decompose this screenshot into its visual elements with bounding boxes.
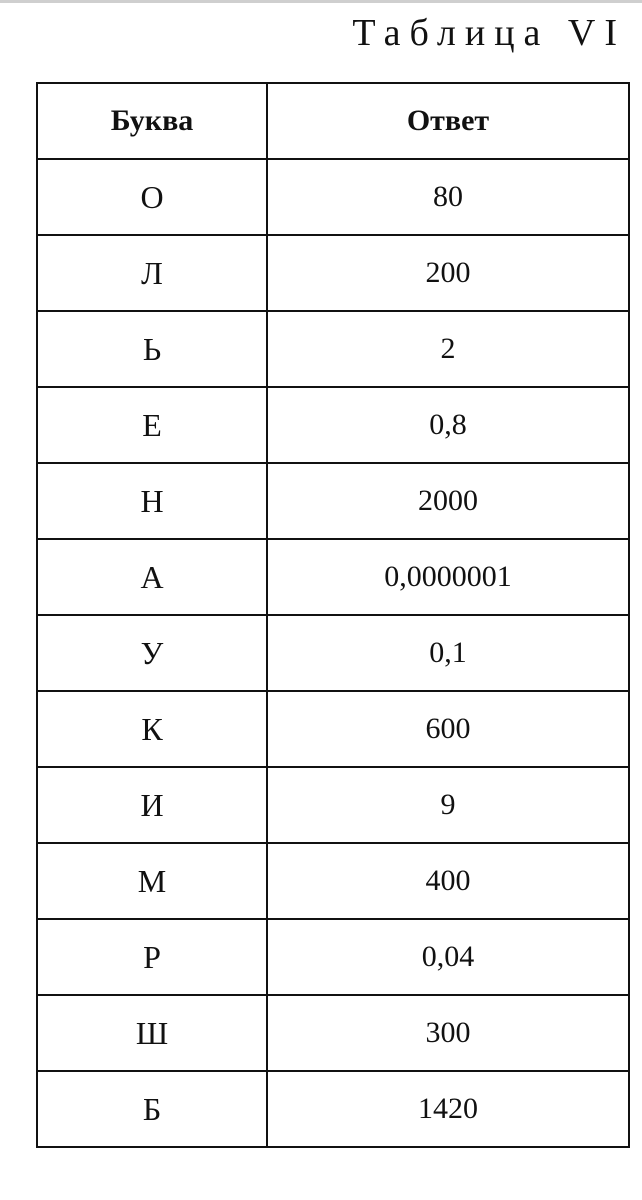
letter-cell: Н (37, 463, 267, 539)
table-row (37, 311, 629, 387)
table-row (37, 1071, 629, 1147)
letter-cell: А (37, 539, 267, 615)
letter-cell: И (37, 767, 267, 843)
letter-cell: Е (37, 387, 267, 463)
table-row (37, 615, 629, 691)
answer-cell: 1420 (267, 1071, 629, 1147)
table-row (37, 463, 629, 539)
table-row (37, 995, 629, 1071)
answer-cell: 9 (267, 767, 629, 843)
letter-cell: Б (37, 1071, 267, 1147)
table-row (37, 235, 629, 311)
header-letter: Буква (37, 83, 267, 159)
letter-cell: У (37, 615, 267, 691)
table-row (37, 767, 629, 843)
table-caption: Таблица VI (352, 12, 626, 54)
answer-cell: 0,1 (267, 615, 629, 691)
letter-cell: К (37, 691, 267, 767)
answer-cell: 2000 (267, 463, 629, 539)
table-row (37, 919, 629, 995)
answer-cell: 0,8 (267, 387, 629, 463)
table-row (37, 387, 629, 463)
answer-cell: 80 (267, 159, 629, 235)
letter-cell: М (37, 843, 267, 919)
answer-table (36, 82, 630, 1148)
letter-cell: Ш (37, 995, 267, 1071)
table-header-row (37, 83, 629, 159)
answer-cell: 600 (267, 691, 629, 767)
letter-cell: Ь (37, 311, 267, 387)
letter-cell: Л (37, 235, 267, 311)
answer-cell: 2 (267, 311, 629, 387)
answer-cell: 400 (267, 843, 629, 919)
page-top-edge (0, 0, 642, 3)
table-row (37, 691, 629, 767)
table-row (37, 539, 629, 615)
answer-cell: 200 (267, 235, 629, 311)
table-row (37, 159, 629, 235)
answer-cell: 0,0000001 (267, 539, 629, 615)
letter-cell: Р (37, 919, 267, 995)
header-answer: Ответ (267, 83, 629, 159)
answer-cell: 300 (267, 995, 629, 1071)
table-row (37, 843, 629, 919)
answer-cell: 0,04 (267, 919, 629, 995)
letter-cell: О (37, 159, 267, 235)
